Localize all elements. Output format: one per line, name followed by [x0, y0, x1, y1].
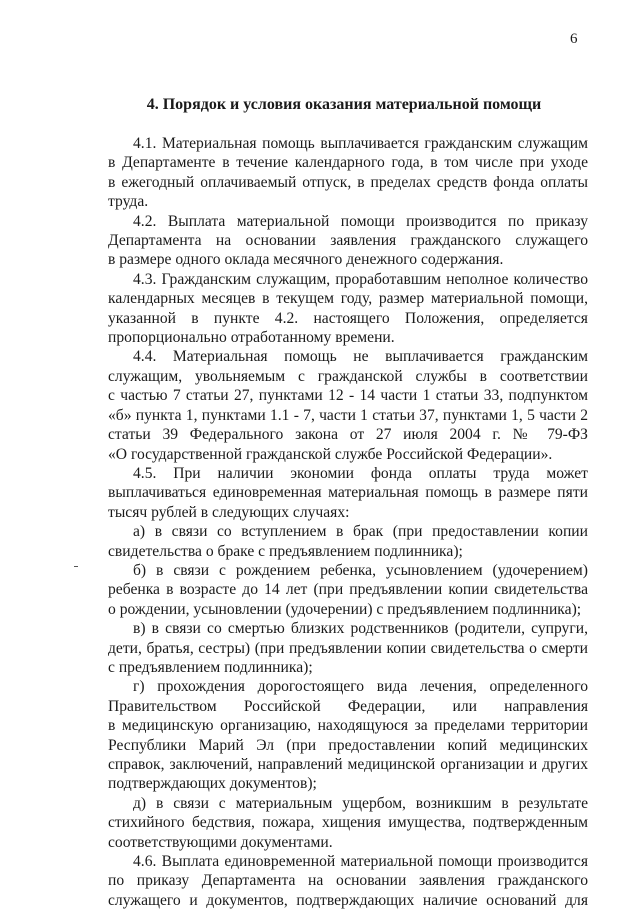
- text-line: Правительством Российской Федерации, или направления: [108, 697, 588, 715]
- text-line: подтверждающих документов);: [108, 775, 317, 793]
- text-line: в Департаменте в течение календарного года, в том числе при уходе: [108, 154, 588, 172]
- text-line: Республики Марий Эл (при предоставлении копий медицинских: [108, 736, 588, 754]
- text-line: «б» пункта 1, пунктами 1.1 - 7, части 1 статьи 37, пунктами 1, 5 части 2: [108, 406, 588, 424]
- text-line: в ежегодный оплачиваемый отпуск, в пределах средств фонда оплаты: [108, 173, 588, 191]
- text-line: в) в связи со смертью близких родственников (родители, супруги,: [133, 620, 588, 638]
- text-line: дети, братья, сестры) (при предъявлении копии свидетельства о смерти: [108, 639, 588, 657]
- text-line: тысяч рублей в следующих случаях:: [108, 503, 350, 521]
- text-line: служащим, увольняемым с гражданской службы в соответствии: [108, 367, 588, 385]
- text-line: 4.4. Материальная помощь не выплачивается гражданским: [133, 348, 588, 366]
- text-line: д) в связи с материальным ущербом, возникшим в результате: [133, 794, 588, 812]
- text-line: г) прохождения дорогостоящего вида лечения, определенного: [133, 678, 588, 696]
- text-line: пропорционально отработанному времени.: [108, 329, 395, 347]
- page-number: 6: [570, 31, 578, 47]
- text-line: 4.3. Гражданским служащим, проработавшим неполное количество: [133, 270, 588, 288]
- text-line: по приказу Департамента на основании заявления гражданского: [108, 872, 588, 890]
- section-heading: 4. Порядок и условия оказания материальной помощи: [146, 96, 542, 113]
- text-line: статьи 39 Федерального закона от 27 июля 2004 г. № 79-ФЗ: [108, 426, 588, 444]
- text-line: с предъявлением подлинника);: [108, 658, 313, 676]
- text-line: справок, заключений, направлений медицинской организации и других: [108, 756, 588, 773]
- text-line: 4.6. Выплата единовременной материальной помощи производится: [133, 853, 588, 871]
- text-line: в медицинскую организацию, находящуюся за пределами территории: [108, 717, 588, 735]
- text-line: с частью 7 статьи 27, пунктами 12 - 14 части 1 статьи 33, подпунктом: [108, 387, 588, 405]
- text-line: служащего и документов, подтверждающих наличие оснований для: [108, 891, 588, 909]
- text-line: календарных месяцев в текущем году, размер материальной помощи,: [108, 290, 588, 308]
- text-line: стихийного бедствия, пожара, хищения имущества, подтвержденным: [108, 814, 588, 832]
- text-line: 4.5. При наличии экономии фонда оплаты труда может: [133, 464, 588, 482]
- text-line: свидетельства о браке с предъявлением подлинника);: [108, 542, 463, 560]
- body-text: [108, 134, 588, 910]
- text-line: соответствующими документами.: [108, 833, 333, 851]
- text-line: 4.2. Выплата материальной помощи производится по приказу: [133, 212, 588, 230]
- text-line: в размере одного оклада месячного денежного содержания.: [108, 251, 504, 269]
- text-line: выплачиваться единовременная материальная помощь в размере пяти: [108, 484, 588, 502]
- text-line: «О государственной гражданской службе Российской Федерации».: [108, 445, 553, 463]
- text-line: Департамента на основании заявления гражданского служащего: [108, 232, 588, 250]
- text-line: а) в связи со вступлением в брак (при предоставлении копии: [133, 523, 588, 541]
- text-line: о рождении, усыновлении (удочерении) с предъявлением подлинника);: [108, 600, 582, 618]
- text-line: б) в связи с рождением ребенка, усыновлением (удочерением): [133, 561, 588, 579]
- text-line: труда.: [108, 193, 149, 211]
- margin-mark: [74, 566, 78, 567]
- text-line: ребенка в возрасте до 14 лет (при предъявлении копии свидетельства: [108, 581, 588, 599]
- text-line: указанной в пункте 4.2. настоящего Положения, определяется: [108, 309, 588, 327]
- text-line: 4.1. Материальная помощь выплачивается гражданским служащим: [133, 135, 588, 152]
